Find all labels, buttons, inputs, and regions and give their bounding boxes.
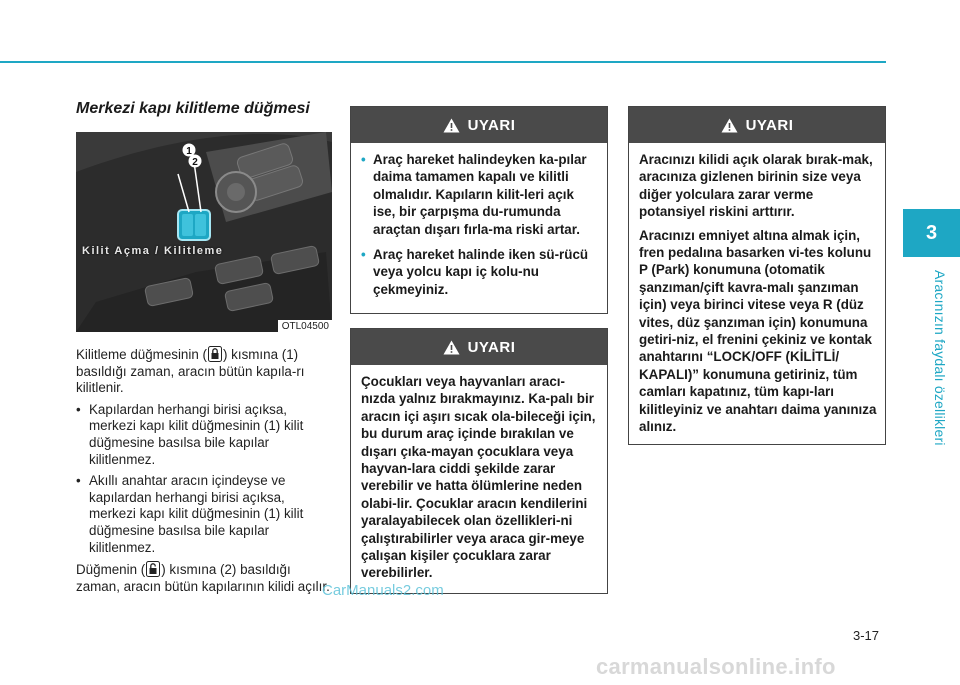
warning-paragraph: Aracınızı kilidi açık olarak bırak-mak, aracınıza gizlenen birinin size veya diğer yolculara zarar verme potansiyel riskini arttırır. [639, 152, 873, 220]
section-body [76, 346, 332, 595]
warning-triangle-icon [443, 340, 460, 355]
paragraph-unlock-start: Düğmenin ( [76, 562, 146, 578]
warning-bullet-text: Araç hareket halinde iken sü-rücü veya yolcu kapı iç kolu-nu çekmeyiniz. [373, 247, 589, 297]
warning-header [351, 107, 607, 143]
warning-triangle-icon [443, 118, 460, 133]
section-title: Merkezi kapı kilitleme düğmesi [76, 100, 310, 117]
paragraph-unlock [76, 561, 332, 595]
photo-label: Kilit Açma / Kilitleme [82, 245, 224, 257]
footer-watermark: carmanualsonline.info [596, 654, 836, 679]
chapter-tab [903, 209, 960, 257]
warning-bullet-text: Araç hareket halindeyken ka-pılar daima tamamen kapalı ve kilitli olmalıdır. Kapıların kilit-leri açık ise, bir çarpışma du-rumunda araçtan dışarı fırla-ma riski artar. [373, 152, 587, 237]
top-rule [0, 61, 886, 63]
warning-title: UYARI [745, 116, 794, 134]
warning-triangle-icon [721, 118, 738, 133]
paragraph-lock-start: Kilitleme düğmesinin ( [76, 347, 207, 362]
callout-2: 2 [192, 157, 198, 168]
warning-box-door-lock [350, 106, 608, 314]
page-number: 3-17 [853, 628, 880, 643]
warning-box-unlocked [628, 106, 886, 445]
warning-bullet: • Araç hareket halindeyken ka-pılar daima tamamen kapalı ve kilitli olmalıdır. Kapıların kilit-leri açık ise, bir çarpışma du-rumunda araçtan dışarı fırla-ma riski artar. [361, 152, 587, 237]
main-column [76, 100, 332, 595]
warning-body [629, 143, 885, 450]
warning-title: UYARI [467, 116, 516, 134]
paragraph-unlock-end: ) kısmına (2) basıldığı zaman, aracın bütün kapılarının kilidi açılır. [76, 562, 330, 594]
warning-header [629, 107, 885, 143]
list-item: • Akıllı anahtar aracın içindeyse ve kapılardan herhangi birisi açıksa, merkezi kapı kilit düğmesinin (1) kilit düğmesine basılsa bile kapılar kilitlenmez. [76, 473, 304, 555]
unlock-icon [146, 561, 160, 577]
door-switch-photo [76, 132, 332, 332]
paragraph-lock [76, 346, 332, 397]
warning-paragraph: Çocukları veya hayvanları aracı-nızda yalnız bırakmayınız. Ka-palı bir aracın içi aşırı sıcak ola-bileceği için, bu durum araç içinde bırakılan ve dışarı çıka-mayan çocuklara veya hayvan-lara ciddi şekilde zarar verebilir ve hatta ölümlerine neden olabi-lir. Çocuklar aracın kendilerini yaralayabilecek olan özellikleri-ni çalıştırabilirler veya araca gir-meye çalışan kişiler çocuklara zarar verebilirler. [361, 374, 596, 581]
callout-1-marker [182, 143, 196, 157]
warning-title: UYARI [467, 338, 516, 356]
chapter-title: Aracınızın faydalı özellikleri [932, 270, 948, 446]
watermark: CarManuals2.com [322, 582, 444, 599]
paragraph-lock-end: ) kısmına (1) basıldığı zaman, aracın bütün kapıla-rı kilitlenir. [76, 347, 305, 396]
warning-paragraph: Aracınızı emniyet altına almak için, fren pedalına basarken vi-tes kolunu P (Park) konumuna (otomatik şanzıman/çift kavra-malı şanzıman için) veya birinci vitese veya R (düz vites, düz şanzıman için) konumuna getiri-niz, el frenini çekiniz ve kontak anahtarını “LOCK/OFF (KİLİTLİ/ KAPALI)” konumuna getiriniz, tüm camları kapatınız, tüm kapı-ları kilitleyiniz ve anahtarı daima yanınıza alınız. [639, 227, 877, 435]
warning-header [351, 329, 607, 365]
list-item-text: Kapılardan herhangi birisi açıksa, merkezi kapı kilit düğmesinin (1) kilit düğmesine basılsa bile kapılar kilitlenmez. [89, 401, 304, 467]
callout-1: 1 [186, 146, 192, 157]
warning-body [351, 143, 607, 314]
list-item-text: Akıllı anahtar aracın içindeyse ve kapılardan herhangi birisi açıksa, merkezi kapı kilit düğmesinin (1) kilit düğmesine basılsa bile kapılar kilitlenmez. [89, 473, 304, 555]
list-item: • Kapılardan herhangi birisi açıksa, merkezi kapı kilit düğmesinin (1) kilit düğmesine basılsa bile kapılar kilitlenmez. [76, 401, 304, 467]
chapter-number: 3 [925, 221, 938, 244]
door-panel-illustration [76, 132, 332, 332]
warning-bullet: • Araç hareket halinde iken sü-rücü veya yolcu kapı iç kolu-nu çekmeyiniz. [361, 247, 589, 297]
lock-icon [208, 346, 222, 362]
warning-body [351, 365, 607, 596]
photo-code: OTL04500 [278, 320, 332, 332]
warning-box-children [350, 328, 608, 594]
